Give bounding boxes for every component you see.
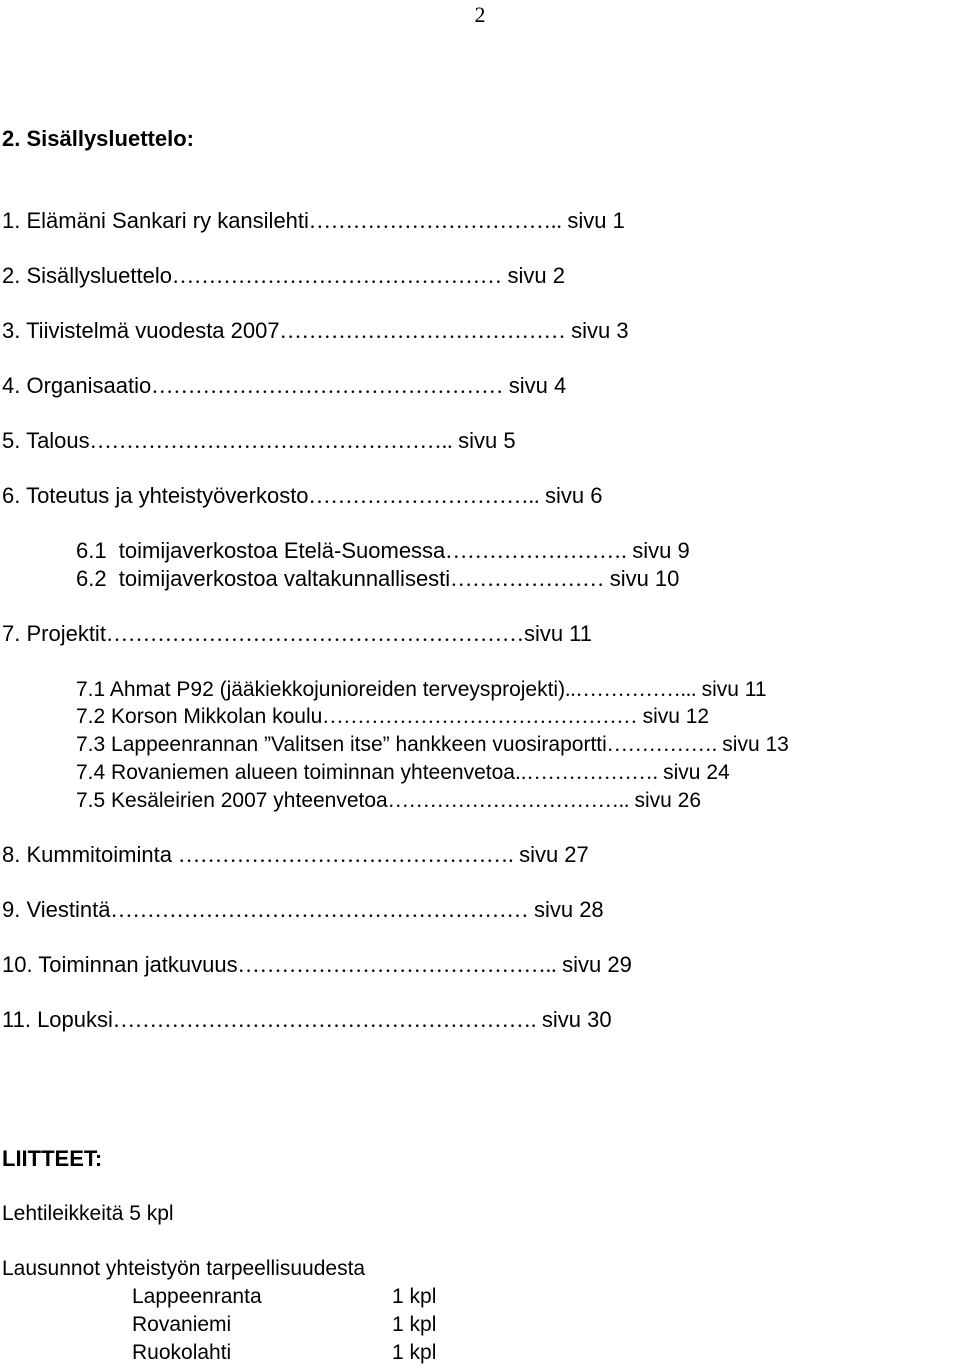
- toc-entry-1: [2, 208, 625, 234]
- toc-leader: ……………….: [526, 760, 664, 784]
- toc-page: sivu 9: [632, 538, 690, 563]
- toc-leader: …………………: [450, 566, 610, 591]
- toc-leader: …………………………………………: [151, 373, 509, 398]
- toc-leader: …………………….: [445, 538, 633, 563]
- toc-entry-6-2: [76, 566, 679, 592]
- toc-page: sivu 11: [523, 621, 593, 646]
- toc-page: sivu 1: [567, 208, 625, 233]
- statement-count: 1 kpl: [392, 1341, 437, 1364]
- toc-leader: ………………………………………………….: [112, 1007, 542, 1032]
- toc-label: 7.4 Rovaniemen alueen toiminnan yhteenvetoa..: [76, 761, 527, 784]
- toc-label: 2. Sisällysluettelo: [2, 263, 172, 288]
- toc-entry-9: [2, 897, 604, 923]
- toc-leader: …………………………………: [279, 318, 572, 343]
- toc-page: sivu 4: [508, 373, 567, 398]
- toc-entry-7-3: [76, 731, 789, 758]
- toc-page: sivu 3: [571, 318, 629, 343]
- statement-place: Ruokolahti: [132, 1341, 232, 1364]
- toc-label: 7.1 Ahmat P92 (jääkiekkojunioreiden terveysprojekti): [76, 678, 566, 701]
- toc-leader: ……………………………..: [308, 208, 568, 233]
- toc-label: 7.2 Korson Mikkolan koulu: [76, 705, 323, 728]
- statement-count: 1 kpl: [392, 1313, 437, 1336]
- toc-entry-10: [2, 952, 632, 978]
- toc-leader: …………………………..: [308, 483, 546, 508]
- toc-page: sivu 28: [533, 897, 604, 922]
- toc-page: sivu 2: [507, 263, 565, 288]
- toc-leader: …………………………………………………: [105, 621, 524, 646]
- toc-entry-7-2: [76, 703, 709, 730]
- toc-entry-2: [2, 263, 565, 289]
- toc-leader: ……………………………..: [387, 788, 635, 812]
- toc-label: 3. Tiivistelmä vuodesta 2007: [2, 318, 280, 343]
- toc-page: sivu 26: [634, 789, 702, 812]
- toc-label: 1. Elämäni Sankari ry kansilehti: [2, 208, 309, 233]
- toc-entry-8: [2, 842, 589, 868]
- toc-label: 7. Projektit: [2, 621, 106, 646]
- toc-leader: ..……………...: [565, 677, 702, 701]
- toc-label: 7.5 Kesäleirien 2007 yhteenvetoa: [76, 789, 388, 812]
- toc-page: sivu 6: [545, 483, 603, 508]
- page-number: 2: [474, 2, 486, 27]
- toc-label: 7.3 Lappeenrannan ”Valitsen itse” hankkeen vuosiraportti: [76, 733, 607, 756]
- toc-page: sivu 12: [642, 705, 710, 728]
- toc-entry-6: [2, 483, 603, 509]
- toc-page: sivu 27: [519, 842, 589, 867]
- toc-page: sivu 24: [663, 761, 730, 784]
- toc-leader: ………………………………………: [322, 704, 643, 728]
- toc-page: sivu 13: [722, 733, 789, 756]
- attachment-statements-title: Lausunnot yhteistyön tarpeellisuudesta: [2, 1257, 366, 1280]
- toc-heading: 2. Sisällysluettelo:: [2, 126, 194, 151]
- statement-count: 1 kpl: [392, 1285, 437, 1308]
- toc-leader: …………………………………………..: [89, 428, 459, 453]
- toc-page: sivu 10: [609, 566, 680, 591]
- toc-page: sivu 5: [458, 428, 516, 453]
- toc-entry-7-5: [76, 787, 701, 814]
- toc-label: 8. Kummitoiminta: [2, 842, 179, 867]
- toc-leader: ………………………………………: [171, 263, 508, 288]
- toc-label: 6.2 toimijaverkostoa valtakunnallisesti: [76, 566, 451, 591]
- toc-label: 6.1 toimijaverkostoa Etelä-Suomessa: [76, 538, 446, 563]
- toc-label: 4. Organisaatio: [2, 373, 152, 398]
- toc-entry-5: [2, 428, 516, 454]
- toc-leader: …………….: [606, 732, 723, 756]
- toc-label: 5. Talous: [2, 428, 90, 453]
- toc-page: sivu 11: [701, 678, 767, 701]
- statement-place: Rovaniemi: [132, 1313, 232, 1336]
- toc-page: sivu 29: [562, 952, 632, 977]
- toc-leader: …………………………………………………: [110, 897, 534, 922]
- toc-entry-4: [2, 373, 566, 399]
- toc-entry-3: [2, 318, 629, 344]
- toc-label: 6. Toteutus ja yhteistyöverkosto: [2, 483, 309, 508]
- attachments-heading: LIITTEET:: [2, 1146, 103, 1171]
- toc-entry-7-4: [76, 759, 730, 786]
- toc-entry-11: [2, 1007, 612, 1033]
- toc-entry-7-1: [76, 676, 767, 703]
- toc-label: 10. Toiminnan jatkuvuus: [2, 952, 238, 977]
- toc-page: sivu 30: [541, 1007, 612, 1032]
- toc-label: 9. Viestintä: [2, 897, 111, 922]
- toc-entry-7: [2, 621, 592, 647]
- statement-place: Lappeenranta: [132, 1285, 262, 1308]
- toc-label: 11. Lopuksi: [2, 1007, 113, 1032]
- toc-leader: ……………………………………..: [237, 952, 563, 977]
- attachment-clippings: Lehtileikkeitä 5 kpl: [2, 1202, 174, 1225]
- toc-entry-6-1: [76, 538, 690, 564]
- toc-leader: ……………………………………….: [178, 842, 520, 867]
